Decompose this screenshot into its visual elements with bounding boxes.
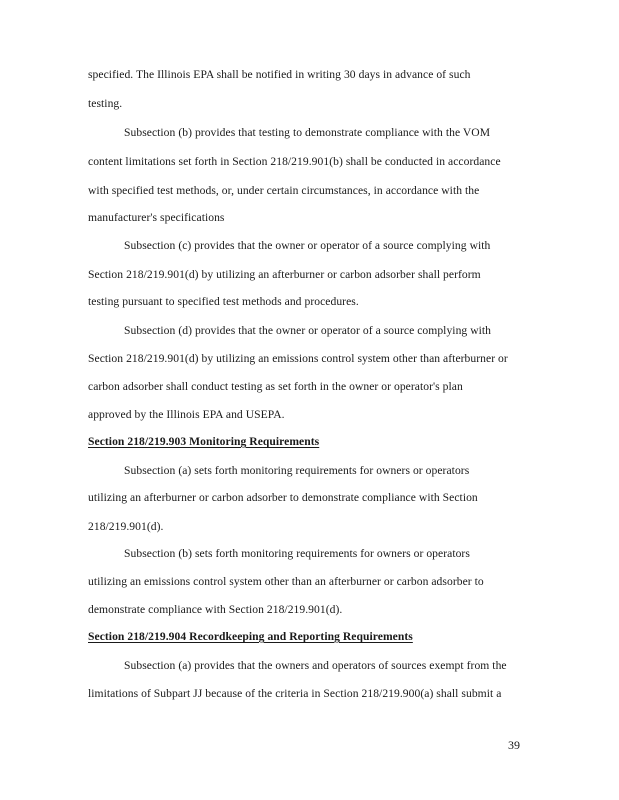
body-text-line: testing pursuant to specified test methods and procedures. xyxy=(88,295,359,308)
page-number: 39 xyxy=(508,738,520,752)
paragraph-subsection-c: Subsection (c) provides that the owner or operator of a source complying with xyxy=(124,239,491,252)
body-text-line: utilizing an afterburner or carbon adsorber to demonstrate compliance with Section xyxy=(88,491,478,504)
paragraph-903-subsection-a: Subsection (a) sets forth monitoring requirements for owners or operators xyxy=(124,464,470,477)
body-text-line: approved by the Illinois EPA and USEPA. xyxy=(88,408,285,421)
paragraph-subsection-b: Subsection (b) provides that testing to demonstrate compliance with the VOM xyxy=(124,126,491,139)
paragraph-903-subsection-b: Subsection (b) sets forth monitoring requirements for owners or operators xyxy=(124,547,470,560)
body-text-line: content limitations set forth in Section 218/219.901(b) shall be conducted in accordance xyxy=(88,155,501,168)
body-text-line: Section 218/219.901(d) by utilizing an emissions control system other than afterburner or xyxy=(88,352,508,365)
body-text-line: limitations of Subpart JJ because of the criteria in Section 218/219.900(a) shall submit a xyxy=(88,687,502,700)
body-text-line: utilizing an emissions control system other than an afterburner or carbon adsorber to xyxy=(88,575,484,588)
body-text-line: specified. The Illinois EPA shall be notified in writing 30 days in advance of such xyxy=(88,68,471,81)
body-text-line: Section 218/219.901(d) by utilizing an afterburner or carbon adsorber shall perform xyxy=(88,268,481,281)
body-text-line: 218/219.901(d). xyxy=(88,520,164,533)
section-heading-903: Section 218/219.903 Monitoring Requirements xyxy=(88,435,320,448)
body-text-line: demonstrate compliance with Section 218/219.901(d). xyxy=(88,603,343,616)
body-text-line: carbon adsorber shall conduct testing as set forth in the owner or operator's plan xyxy=(88,380,463,393)
paragraph-subsection-d: Subsection (d) provides that the owner or operator of a source complying with xyxy=(124,324,492,337)
body-text-line: testing. xyxy=(88,97,123,110)
paragraph-904-subsection-a: Subsection (a) provides that the owners and operators of sources exempt from the xyxy=(124,659,507,672)
body-text-line: with specified test methods, or, under certain circumstances, in accordance with the xyxy=(88,184,480,197)
body-text-line: manufacturer's specifications xyxy=(88,211,225,224)
section-heading-904: Section 218/219.904 Recordkeeping and Reporting Requirements xyxy=(88,630,413,643)
